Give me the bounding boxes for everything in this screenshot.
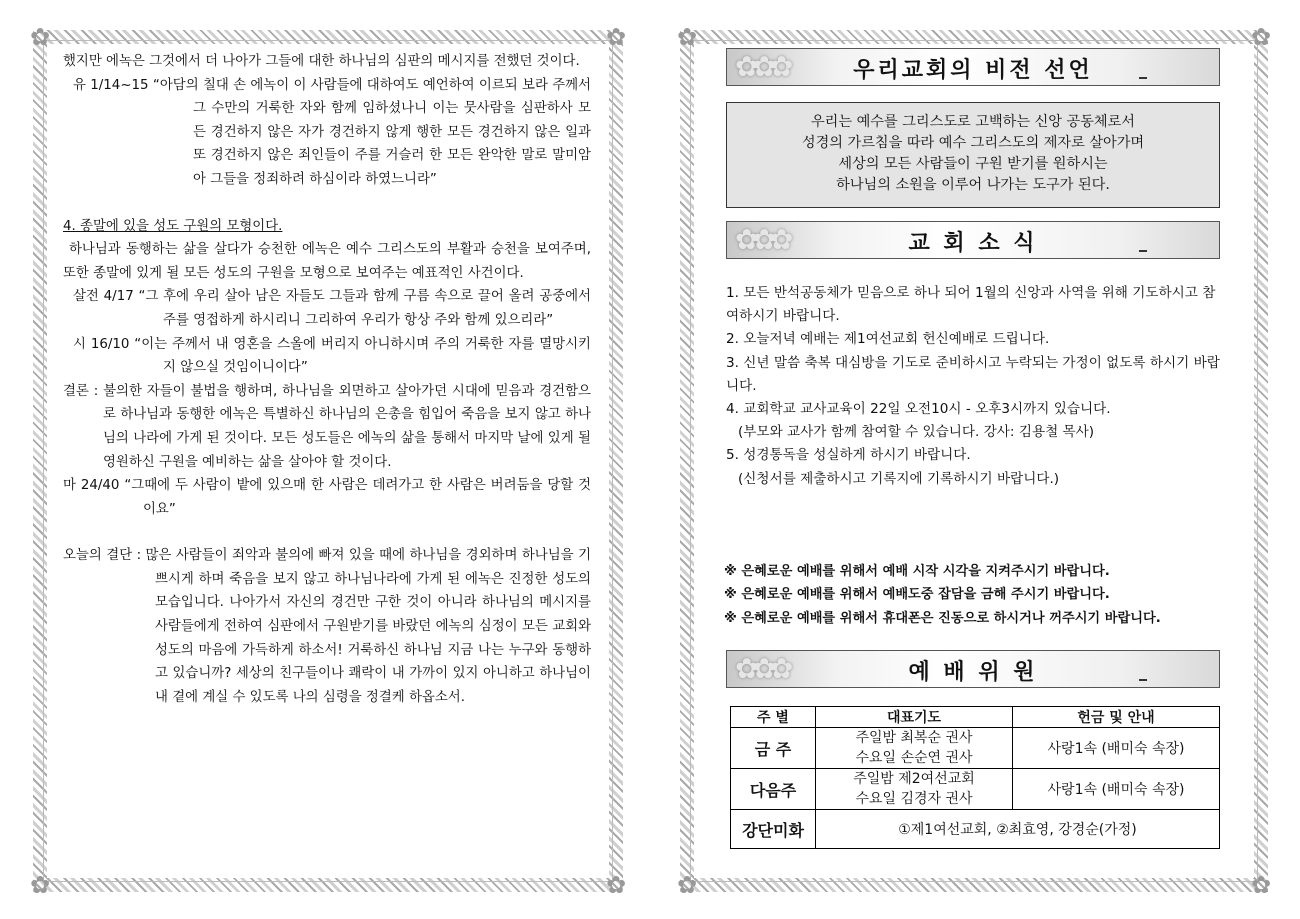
col-header-offering: 헌금 및 안내	[1013, 707, 1220, 728]
flower-ornament-icon: ✿	[1250, 23, 1272, 51]
flower-ornament-icon: ✿	[29, 23, 51, 51]
prayer-line: 수요일 김경자 권사	[855, 791, 973, 807]
vision-title: 우리교회의 비전 선언	[853, 58, 1093, 83]
flower-ornament-icon: ✿	[676, 871, 698, 899]
left-page	[29, 23, 627, 899]
news-banner	[726, 221, 1220, 259]
news-item: 4. 교회학교 교사교육이 22일 오전10시 - 오후3시까지 있습니다.	[726, 401, 1111, 418]
vision-banner	[726, 48, 1220, 86]
prayer-line: 주일밤 제2여선교회	[853, 771, 975, 787]
news-item: 3. 신년 말씀 축복 대심방을 기도로 준비하시고 누락되는 가정이 없도록 하시기 바랍니다.	[726, 354, 1220, 394]
altar-value: ①제1여선교회, ②최효영, 강경순(가정)	[816, 810, 1220, 849]
offering-cell: 사랑1속 (배미숙 속장)	[1013, 769, 1220, 810]
col-header-week: 주 별	[731, 707, 816, 728]
worship-notices	[724, 560, 1224, 630]
scripture-quote: 유 1/14~15 “아담의 칠대 손 에녹이 이 사람들에 대하여도 예언하여 이르되 보라 주께서 그 수만의 거룩한 자와 함께 임하셨나니 이는 뭇사람을 심판하사 모든 경건하지 않은 자가 경건하지 않게 행한 모든 경건하지 않은 일과 또 경건하지 않은 죄인들이 주를 거슬러 한 모든 완악한 말로 말미암아 그들을 정죄하려 하심이라 하였느니라”	[73, 77, 591, 187]
vision-line: 성경의 가르침을 따라 예수 그리스도의 제자로 살아가며	[801, 135, 1145, 151]
prayer-line: 주일밤 최복순 권사	[855, 730, 973, 746]
prayer-cell	[816, 769, 1013, 810]
news-item-note: (신청서를 제출하시고 기록지에 기록하시기 바랍니다.)	[738, 470, 1060, 487]
flower-ornament-icon: ✿	[676, 23, 698, 51]
flower-icon: ✿✿✿	[735, 223, 788, 256]
prayer-cell	[816, 728, 1013, 769]
altar-label: 강단미화	[731, 810, 816, 849]
flower-ornament-icon: ✿	[1250, 871, 1272, 899]
scripture-quote: 마 24/40 “그때에 두 사람이 밭에 있으매 한 사람은 데려가고 한 사람은 버려둠을 당할 것이요”	[63, 478, 591, 517]
table-row	[731, 769, 1220, 810]
offering-cell: 사랑1속 (배미숙 속장)	[1013, 728, 1220, 769]
vision-box	[726, 102, 1220, 208]
right-page	[676, 23, 1272, 899]
news-item: 1. 모든 반석공동체가 믿음으로 하나 되어 1월의 신앙과 사역을 위해 기도하시고 참여하시기 바랍니다.	[726, 285, 1216, 325]
notice: ※ 은혜로운 예배를 위해서 예배도중 잡담을 금해 주시기 바랍니다.	[724, 587, 1110, 603]
flower-ornament-icon: ✿	[29, 871, 51, 899]
news-item: 5. 성경통독을 성실하게 하시기 바랍니다.	[726, 447, 971, 464]
flower-icon: ✿✿✿	[735, 652, 788, 685]
scripture-quote: 시 16/10 “이는 주께서 내 영혼을 스올에 버리지 아니하시며 주의 거룩한 자를 멸망시키지 않으실 것임이니이다”	[73, 336, 591, 376]
paragraph: 하나님과 동행하는 삶을 살다가 승천한 에녹은 예수 그리스도의 부활과 승천을 보여주며, 또한 종말에 있게 될 모든 성도의 구원을 모형으로 보여주는 예표적인 사건이다.	[63, 242, 591, 281]
paragraph: 했지만 에녹은 그것에서 더 나아가 그들에 대한 하나님의 심판의 메시지를 전했던 것이다.	[63, 54, 580, 69]
worship-staff-table	[730, 706, 1220, 849]
prayer-line: 수요일 손순연 권사	[855, 750, 973, 766]
flower-ornament-icon: ✿	[605, 23, 627, 51]
sermon-text	[63, 50, 591, 709]
notice: ※ 은혜로운 예배를 위해서 예배 시작 시각을 지켜주시기 바랍니다.	[724, 564, 1110, 579]
todays-decision: 오늘의 결단 : 많은 사람들이 죄악과 불의에 빠져 있을 때에 하나님을 경외하며 하나님을 기쁘시게 하며 죽음을 보지 않고 하나님나라에 가게 된 에녹은 진정한 성도의 모습입니다. 나아가서 자신의 경건만 구한 것이 아니라 하나님의 메시지를 사람들에게 전하여 심판에서 구원받기를 바랐던 에녹의 심정이 모든 교회와 성도의 마음에 가득하게 하소서! 거룩하신 하나님 지금 나는 누구와 동행하고 있습니까? 세상의 친구들이나 쾌락이 내 가까이 있지 아니하고 하나님이 내 곁에 계실 수 있도록 나의 심령을 정결케 하옵소서.	[63, 548, 591, 705]
flower-ornament-icon: ✿	[605, 871, 627, 899]
table-row	[731, 728, 1220, 769]
scripture-quote: 살전 4/17 “그 후에 우리 살아 남은 자들도 그들과 함께 구름 속으로 끌어 올려 공중에서 주를 영접하게 하시리니 그리하여 우리가 항상 주와 함께 있으리라”	[73, 289, 591, 328]
vision-line: 세상의 모든 사람들이 구원 받기를 원하시는	[838, 156, 1108, 172]
flower-icon: ✿✿✿	[735, 50, 788, 83]
news-title: 교 회 소 식	[908, 231, 1038, 256]
conclusion: 결론 : 불의한 자들이 불법을 행하며, 하나님을 외면하고 살아가던 시대에 믿음과 경건함으로 하나님과 동행한 에녹은 특별하신 하나님의 은총을 힘입어 죽음을 보지 않고 하나님의 나라에 가게 된 것이다. 모든 성도들은 에녹의 삶을 통해서 마지막 날에 있게 될 영원하신 구원을 예비하는 삶을 살아야 할 것이다.	[63, 383, 591, 470]
news-item: 2. 오늘저녁 예배는 제1여선교회 헌신예배로 드립니다.	[726, 331, 1050, 348]
section-heading: 4. 종말에 있을 성도 구원의 모형이다.	[63, 218, 283, 234]
church-news	[726, 282, 1222, 491]
staff-title: 예 배 위 원	[908, 660, 1038, 685]
week-cell: 다음주	[731, 769, 816, 810]
staff-banner	[726, 650, 1220, 688]
table-row	[731, 810, 1220, 849]
week-cell: 금 주	[731, 728, 816, 769]
notice: ※ 은혜로운 예배를 위해서 휴대폰은 진동으로 하시거나 꺼주시기 바랍니다.	[724, 610, 1161, 626]
vision-line: 하나님의 소원을 이루어 나가는 도구가 된다.	[836, 177, 1110, 193]
news-item-note: (부모와 교사가 함께 참여할 수 있습니다. 강사: 김용철 목사)	[738, 424, 1095, 441]
vision-line: 우리는 예수를 그리스도로 고백하는 신앙 공동체로서	[810, 114, 1136, 130]
col-header-prayer: 대표기도	[816, 707, 1013, 728]
